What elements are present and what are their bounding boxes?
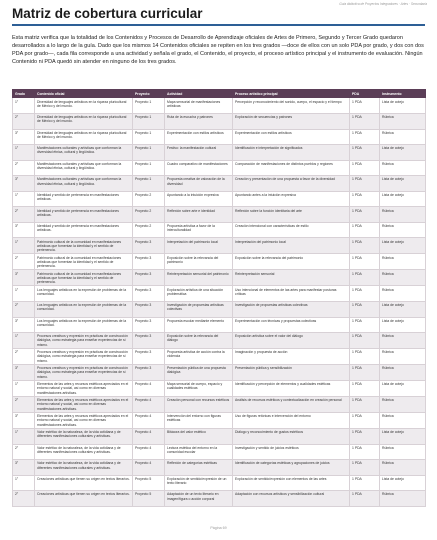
table-row — [13, 444, 426, 460]
column-header-actividad: Actividad — [165, 90, 233, 98]
column-header-contenido: Contenido oficial — [35, 90, 133, 98]
cell-actividad: Presentación pública de una propuesta dialógica — [165, 365, 233, 381]
cell-pda: 1 PDA — [350, 397, 380, 413]
cell-pda: 1 PDA — [350, 301, 380, 317]
cell-proyecto: Proyecto 5 — [133, 475, 165, 491]
cell-actividad: Reflexión de categorías estéticas — [165, 460, 233, 476]
cell-pda: 1 PDA — [350, 207, 380, 223]
cell-grado: 1° — [13, 333, 35, 349]
cell-actividad: Mapa sensorial de manifestaciones artísticas — [165, 98, 233, 114]
cell-proceso: Identificación y percepción de elementos y cualidades estéticas — [233, 381, 350, 397]
cell-actividad: Interpretación del patrimonio local — [165, 238, 233, 254]
cell-contenido: Los lenguajes artísticos en la expresión de problemas de la comunidad. — [35, 317, 133, 333]
cell-grado: 1° — [13, 238, 35, 254]
cell-actividad: Propuesta escolar mediante elemento — [165, 317, 233, 333]
cell-pda: 1 PDA — [350, 365, 380, 381]
cell-actividad: Creación personal con recursos estéticos — [165, 397, 233, 413]
cell-actividad: Bitácora del valor estético — [165, 428, 233, 444]
cell-instrumento: Lista de cotejo — [380, 317, 426, 333]
cell-actividad: Propuesta creativa de valoración de la diversidad — [165, 176, 233, 192]
cell-instrumento: Rúbrica — [380, 160, 426, 176]
cell-proyecto: Proyecto 2 — [133, 191, 165, 207]
table-row — [13, 475, 426, 491]
table-row — [13, 160, 426, 176]
cell-instrumento: Rúbrica — [380, 444, 426, 460]
title-underline — [12, 24, 425, 26]
cell-proceso: Exposición artística sobre el valor del diálogo — [233, 333, 350, 349]
cell-contenido: Creaciones artísticas que tienen su origen en textos literarios. — [35, 491, 133, 507]
cell-grado: 3° — [13, 413, 35, 429]
cell-pda: 1 PDA — [350, 160, 380, 176]
cell-proyecto: Proyecto 4 — [133, 381, 165, 397]
cell-actividad: Exploración de sentido/expresión de un texto literario — [165, 475, 233, 491]
cell-proceso: Percepción y reconocimiento del sonido, cuerpo, el espacio y el tiempo — [233, 98, 350, 114]
cell-pda: 1 PDA — [350, 428, 380, 444]
column-header-proceso: Proceso artístico principal — [233, 90, 350, 98]
cell-pda: 1 PDA — [350, 98, 380, 114]
cell-contenido: Elementos de las artes y recursos estéticos apreciados en el entorno natural y social, así como en diversas manifestaciones artísticas. — [35, 413, 133, 429]
cell-proceso: Interpretación del patrimonio local — [233, 238, 350, 254]
cell-contenido: Los lenguajes artísticos en la expresión de problemas de la comunidad. — [35, 301, 133, 317]
cell-instrumento: Rúbrica — [380, 113, 426, 129]
table-row — [13, 397, 426, 413]
cell-instrumento: Rúbrica — [380, 270, 426, 286]
cell-pda: 1 PDA — [350, 176, 380, 192]
cell-contenido: Identidad y sentido de pertenencia en manifestaciones artísticas. — [35, 207, 133, 223]
cell-proceso: Investigación y sentido de juicios estéticos — [233, 444, 350, 460]
table-row — [13, 98, 426, 114]
cell-contenido: Identidad y sentido de pertenencia en manifestaciones artísticas. — [35, 191, 133, 207]
cell-proyecto: Proyecto 3 — [133, 270, 165, 286]
cell-actividad: Reinterpretación sensorial del patrimonio — [165, 270, 233, 286]
cell-pda: 1 PDA — [350, 349, 380, 365]
cell-instrumento: Rúbrica — [380, 222, 426, 238]
cell-contenido: Diversidad de lenguajes artísticos en la riqueza pluricultural de México y del mundo. — [35, 129, 133, 145]
cell-proyecto: Proyecto 4 — [133, 444, 165, 460]
cell-grado: 2° — [13, 349, 35, 365]
cell-grado: 1° — [13, 381, 35, 397]
cell-pda: 1 PDA — [350, 129, 380, 145]
cell-proceso: Apuntando antes a la intuición expresiva — [233, 191, 350, 207]
cell-grado: 2° — [13, 207, 35, 223]
table-row — [13, 254, 426, 270]
cell-contenido: Elementos de las artes y recursos estéticos apreciados en el entorno natural y social, así como en diversas manifestaciones artísticas. — [35, 397, 133, 413]
table-row — [13, 365, 426, 381]
cell-contenido: Valor estético de la naturaleza, de la vida cotidiana y de diferentes manifestaciones culturales y artísticas. — [35, 428, 133, 444]
cell-actividad: Intervención del entorno con figuras estéticas — [165, 413, 233, 429]
cell-instrumento: Lista de cotejo — [380, 98, 426, 114]
cell-proyecto: Proyecto 4 — [133, 413, 165, 429]
cell-proyecto: Proyecto 3 — [133, 317, 165, 333]
cell-proyecto: Proyecto 3 — [133, 349, 165, 365]
cell-proceso: Exploración de secuencias y patrones — [233, 113, 350, 129]
cell-instrumento: Rúbrica — [380, 460, 426, 476]
table-header-row — [13, 90, 426, 98]
table-row — [13, 191, 426, 207]
cell-proceso: Exploración de sentido/expresión con elementos de las artes — [233, 475, 350, 491]
cell-pda: 1 PDA — [350, 460, 380, 476]
cell-instrumento: Lista de cotejo — [380, 191, 426, 207]
cell-contenido: Creaciones artísticas que tienen su origen en textos literarios. — [35, 475, 133, 491]
cell-pda: 1 PDA — [350, 238, 380, 254]
cell-instrumento: Rúbrica — [380, 349, 426, 365]
cell-proceso: Presentación pública y sensibilización — [233, 365, 350, 381]
cell-proyecto: Proyecto 1 — [133, 98, 165, 114]
cell-proceso: Creación y presentación de una propuesta a favor de la diversidad — [233, 176, 350, 192]
cell-instrumento: Rúbrica — [380, 397, 426, 413]
cell-proyecto: Proyecto 1 — [133, 160, 165, 176]
cell-grado: 3° — [13, 129, 35, 145]
cell-proceso: Investigación de propuestas artísticas colectivas — [233, 301, 350, 317]
cell-grado: 2° — [13, 113, 35, 129]
cell-pda: 1 PDA — [350, 222, 380, 238]
cell-instrumento: Lista de cotejo — [380, 176, 426, 192]
table-row — [13, 207, 426, 223]
cell-grado: 2° — [13, 444, 35, 460]
column-header-proyecto: Proyecto — [133, 90, 165, 98]
cell-proceso: Uso intencional de elementos de las artes para manifestar posturas críticas — [233, 286, 350, 302]
table-row — [13, 270, 426, 286]
table-row — [13, 381, 426, 397]
table-row — [13, 176, 426, 192]
cell-proceso: Adaptación con recursos artísticos y sensibilización cultural — [233, 491, 350, 507]
cell-pda: 1 PDA — [350, 413, 380, 429]
cell-actividad: Investigación de propuestas artísticas colectivas — [165, 301, 233, 317]
cell-proceso: Experimentación con técnicas y propuestas colectivas — [233, 317, 350, 333]
cell-contenido: Procesos creativos y expresión en prácticas de construcción dialógica, como estrategia para enseñar experiencias de sí mismo. — [35, 349, 133, 365]
cell-actividad: Ruta de la escucha y patrones — [165, 113, 233, 129]
cell-contenido: Manifestaciones culturales y artísticas que conforman la diversidad étnica, cultural y lingüística. — [35, 160, 133, 176]
cell-contenido: Los lenguajes artísticos en la expresión de problemas de la comunidad. — [35, 286, 133, 302]
cell-instrumento: Lista de cotejo — [380, 238, 426, 254]
cell-instrumento: Lista de cotejo — [380, 301, 426, 317]
cell-pda: 1 PDA — [350, 191, 380, 207]
cell-pda: 1 PDA — [350, 475, 380, 491]
cell-pda: 1 PDA — [350, 444, 380, 460]
table-row — [13, 317, 426, 333]
cell-instrumento: Rúbrica — [380, 365, 426, 381]
intro-paragraph: Esta matriz verifica que la totalidad de los Contenidos y Procesos de Desarrollo de Aprendizaje oficiales de Artes de Primero, Segundo y Tercer Grado quedaron desarrollados a lo largo de la guía. Dado que los mismos 14 Contenidos oficiales se repiten en los tres grados —doce de ellos con un solo PDA por grado, y dos con dos PDA por grado—, cada fila corresponde a una actividad y señala el grado, el Contenido, el proyecto, el proceso artístico principal y el instrumento de evaluación. Ningún Contenido ni PDA quedó sin atender en ninguno de los tres grados. — [12, 35, 424, 66]
cell-contenido: Patrimonio cultural de la comunidad en manifestaciones artísticas que fomentan la identidad y el sentido de pertenencia. — [35, 254, 133, 270]
cell-proyecto: Proyecto 3 — [133, 301, 165, 317]
cell-contenido: Elementos de las artes y recursos estéticos apreciados en el entorno natural y social, así como en diversas manifestaciones artísticas. — [35, 381, 133, 397]
cell-actividad: Apuntando a la intuición expresiva — [165, 191, 233, 207]
cell-grado: 2° — [13, 254, 35, 270]
cell-contenido: Procesos creativos y expresión en prácticas de construcción dialógica, como estrategia para enseñar experiencias de sí mismo. — [35, 365, 133, 381]
page-number: Página 69 — [210, 526, 227, 530]
cell-instrumento: Rúbrica — [380, 491, 426, 507]
cell-proyecto: Proyecto 1 — [133, 129, 165, 145]
cell-instrumento: Lista de cotejo — [380, 145, 426, 161]
cell-proyecto: Proyecto 1 — [133, 113, 165, 129]
cell-grado: 3° — [13, 365, 35, 381]
cell-grado: 1° — [13, 145, 35, 161]
table-row — [13, 222, 426, 238]
cell-proceso: Uso de figuras retóricas e intervención del entorno — [233, 413, 350, 429]
cell-grado: 2° — [13, 491, 35, 507]
cell-proceso: Imaginación y propuesta de acción — [233, 349, 350, 365]
cell-actividad: Experimentación con estilos artísticos — [165, 129, 233, 145]
table-row — [13, 333, 426, 349]
cell-proceso: Experimentación con estilos artísticos — [233, 129, 350, 145]
cell-contenido: Manifestaciones culturales y artísticas que conforman la diversidad étnica, cultural y lingüística. — [35, 176, 133, 192]
cell-contenido: Patrimonio cultural de la comunidad en manifestaciones artísticas que fomentan la identidad y el sentido de pertenencia. — [35, 238, 133, 254]
table-row — [13, 301, 426, 317]
cell-actividad: Exploración artística de una situación problemática — [165, 286, 233, 302]
cell-proyecto: Proyecto 4 — [133, 397, 165, 413]
cell-actividad: Exposición sobre la relevancia del diálogo — [165, 333, 233, 349]
cell-grado: 2° — [13, 160, 35, 176]
cell-proceso: Identificación de categorías estéticas y agrupaciones de juicios — [233, 460, 350, 476]
cell-proceso: Creación intencional con características de estilo — [233, 222, 350, 238]
table-body — [13, 98, 426, 506]
cell-actividad: Cuadro comparativo de manifestaciones — [165, 160, 233, 176]
cell-proceso: Reflexión sobre la función identitaria del arte — [233, 207, 350, 223]
cell-grado: 3° — [13, 222, 35, 238]
cell-actividad: Propuesta artística de acción contra la violencia — [165, 349, 233, 365]
table-row — [13, 428, 426, 444]
cell-grado: 2° — [13, 301, 35, 317]
cell-proceso: Reinterpretación sensorial — [233, 270, 350, 286]
cell-proyecto: Proyecto 2 — [133, 207, 165, 223]
page-title: Matriz de cobertura curricular — [12, 6, 203, 21]
cell-instrumento: Rúbrica — [380, 129, 426, 145]
cell-instrumento: Rúbrica — [380, 413, 426, 429]
cell-proyecto: Proyecto 1 — [133, 145, 165, 161]
cell-proceso: Exposición sobre la relevancia del patrimonio — [233, 254, 350, 270]
table-row — [13, 349, 426, 365]
cell-proceso: Análisis de recursos estéticos y contextualización en creación personal — [233, 397, 350, 413]
cell-contenido: Diversidad de lenguajes artísticos en la riqueza pluricultural de México y del mundo. — [35, 98, 133, 114]
cell-proyecto: Proyecto 2 — [133, 222, 165, 238]
cell-instrumento: Rúbrica — [380, 286, 426, 302]
table-row — [13, 491, 426, 507]
cell-grado: 1° — [13, 98, 35, 114]
cell-actividad: Adaptación de un texto literario en imagen/figura o acción corporal — [165, 491, 233, 507]
cell-proyecto: Proyecto 5 — [133, 491, 165, 507]
cell-grado: 3° — [13, 317, 35, 333]
cell-instrumento: Lista de cotejo — [380, 381, 426, 397]
cell-pda: 1 PDA — [350, 381, 380, 397]
running-header: Guía didáctica de Proyectos Integradores · Artes · Secundaria — [339, 2, 427, 6]
cell-proyecto: Proyecto 3 — [133, 254, 165, 270]
cell-instrumento: Lista de cotejo — [380, 475, 426, 491]
table-row — [13, 129, 426, 145]
cell-pda: 1 PDA — [350, 270, 380, 286]
cell-pda: 1 PDA — [350, 491, 380, 507]
column-header-grado: Grado — [13, 90, 35, 98]
cell-pda: 1 PDA — [350, 113, 380, 129]
cell-proceso: Comparación de manifestaciones de distintos pueblos y regiones — [233, 160, 350, 176]
cell-pda: 1 PDA — [350, 254, 380, 270]
cell-instrumento: Lista de cotejo — [380, 428, 426, 444]
cell-grado: 1° — [13, 286, 35, 302]
cell-contenido: Diversidad de lenguajes artísticos en la riqueza pluricultural de México y del mundo. — [35, 113, 133, 129]
cell-grado: 3° — [13, 176, 35, 192]
cell-grado: 3° — [13, 460, 35, 476]
cell-actividad: Reflexión sobre arte e identidad — [165, 207, 233, 223]
cell-instrumento: Rúbrica — [380, 207, 426, 223]
column-header-pda: PDA — [350, 90, 380, 98]
column-header-instrumento: Instrumento — [380, 90, 426, 98]
cell-instrumento: Rúbrica — [380, 333, 426, 349]
cell-proyecto: Proyecto 1 — [133, 176, 165, 192]
table-row — [13, 238, 426, 254]
cell-proceso: Diálogo y reconocimiento de gustos estéticos — [233, 428, 350, 444]
cell-grado: 1° — [13, 428, 35, 444]
table-row — [13, 286, 426, 302]
cell-proyecto: Proyecto 3 — [133, 365, 165, 381]
cell-contenido: Identidad y sentido de pertenencia en manifestaciones artísticas. — [35, 222, 133, 238]
cell-grado: 1° — [13, 191, 35, 207]
cell-contenido: Valor estético de la naturaleza, de la vida cotidiana y de diferentes manifestaciones culturales y artísticas. — [35, 460, 133, 476]
cell-grado: 2° — [13, 397, 35, 413]
cell-proyecto: Proyecto 3 — [133, 238, 165, 254]
cell-proyecto: Proyecto 4 — [133, 428, 165, 444]
cell-contenido: Manifestaciones culturales y artísticas que conforman la diversidad étnica, cultural y lingüística. — [35, 145, 133, 161]
cell-pda: 1 PDA — [350, 333, 380, 349]
cell-proyecto: Proyecto 3 — [133, 286, 165, 302]
cell-actividad: Mapa sensorial de cuerpo, espacio y cualidades estéticas — [165, 381, 233, 397]
cell-instrumento: Rúbrica — [380, 254, 426, 270]
coverage-matrix-table — [12, 89, 426, 507]
cell-proceso: Identificación e interpretación de significados — [233, 145, 350, 161]
cell-actividad: Festivo: la manifestación cultural — [165, 145, 233, 161]
cell-actividad: Exposición sobre la relevancia del patrimonio — [165, 254, 233, 270]
cell-actividad: Lectura estética del entorno en la comunidad escolar — [165, 444, 233, 460]
cell-pda: 1 PDA — [350, 145, 380, 161]
cell-proyecto: Proyecto 4 — [133, 460, 165, 476]
cell-actividad: Propuesta artística a favor de la interculturalidad — [165, 222, 233, 238]
cell-contenido: Procesos creativos y expresión en prácticas de construcción dialógica, como estrategia para enseñar experiencias de sí mismo. — [35, 333, 133, 349]
cell-pda: 1 PDA — [350, 317, 380, 333]
cell-grado: 1° — [13, 475, 35, 491]
cell-grado: 3° — [13, 270, 35, 286]
table-row — [13, 145, 426, 161]
table-row — [13, 113, 426, 129]
cell-contenido: Patrimonio cultural de la comunidad en manifestaciones artísticas que fomentan la identidad y el sentido de pertenencia. — [35, 270, 133, 286]
table-row — [13, 413, 426, 429]
table-row — [13, 460, 426, 476]
cell-proyecto: Proyecto 3 — [133, 333, 165, 349]
cell-contenido: Valor estético de la naturaleza, de la vida cotidiana y de diferentes manifestaciones culturales y artísticas. — [35, 444, 133, 460]
cell-pda: 1 PDA — [350, 286, 380, 302]
